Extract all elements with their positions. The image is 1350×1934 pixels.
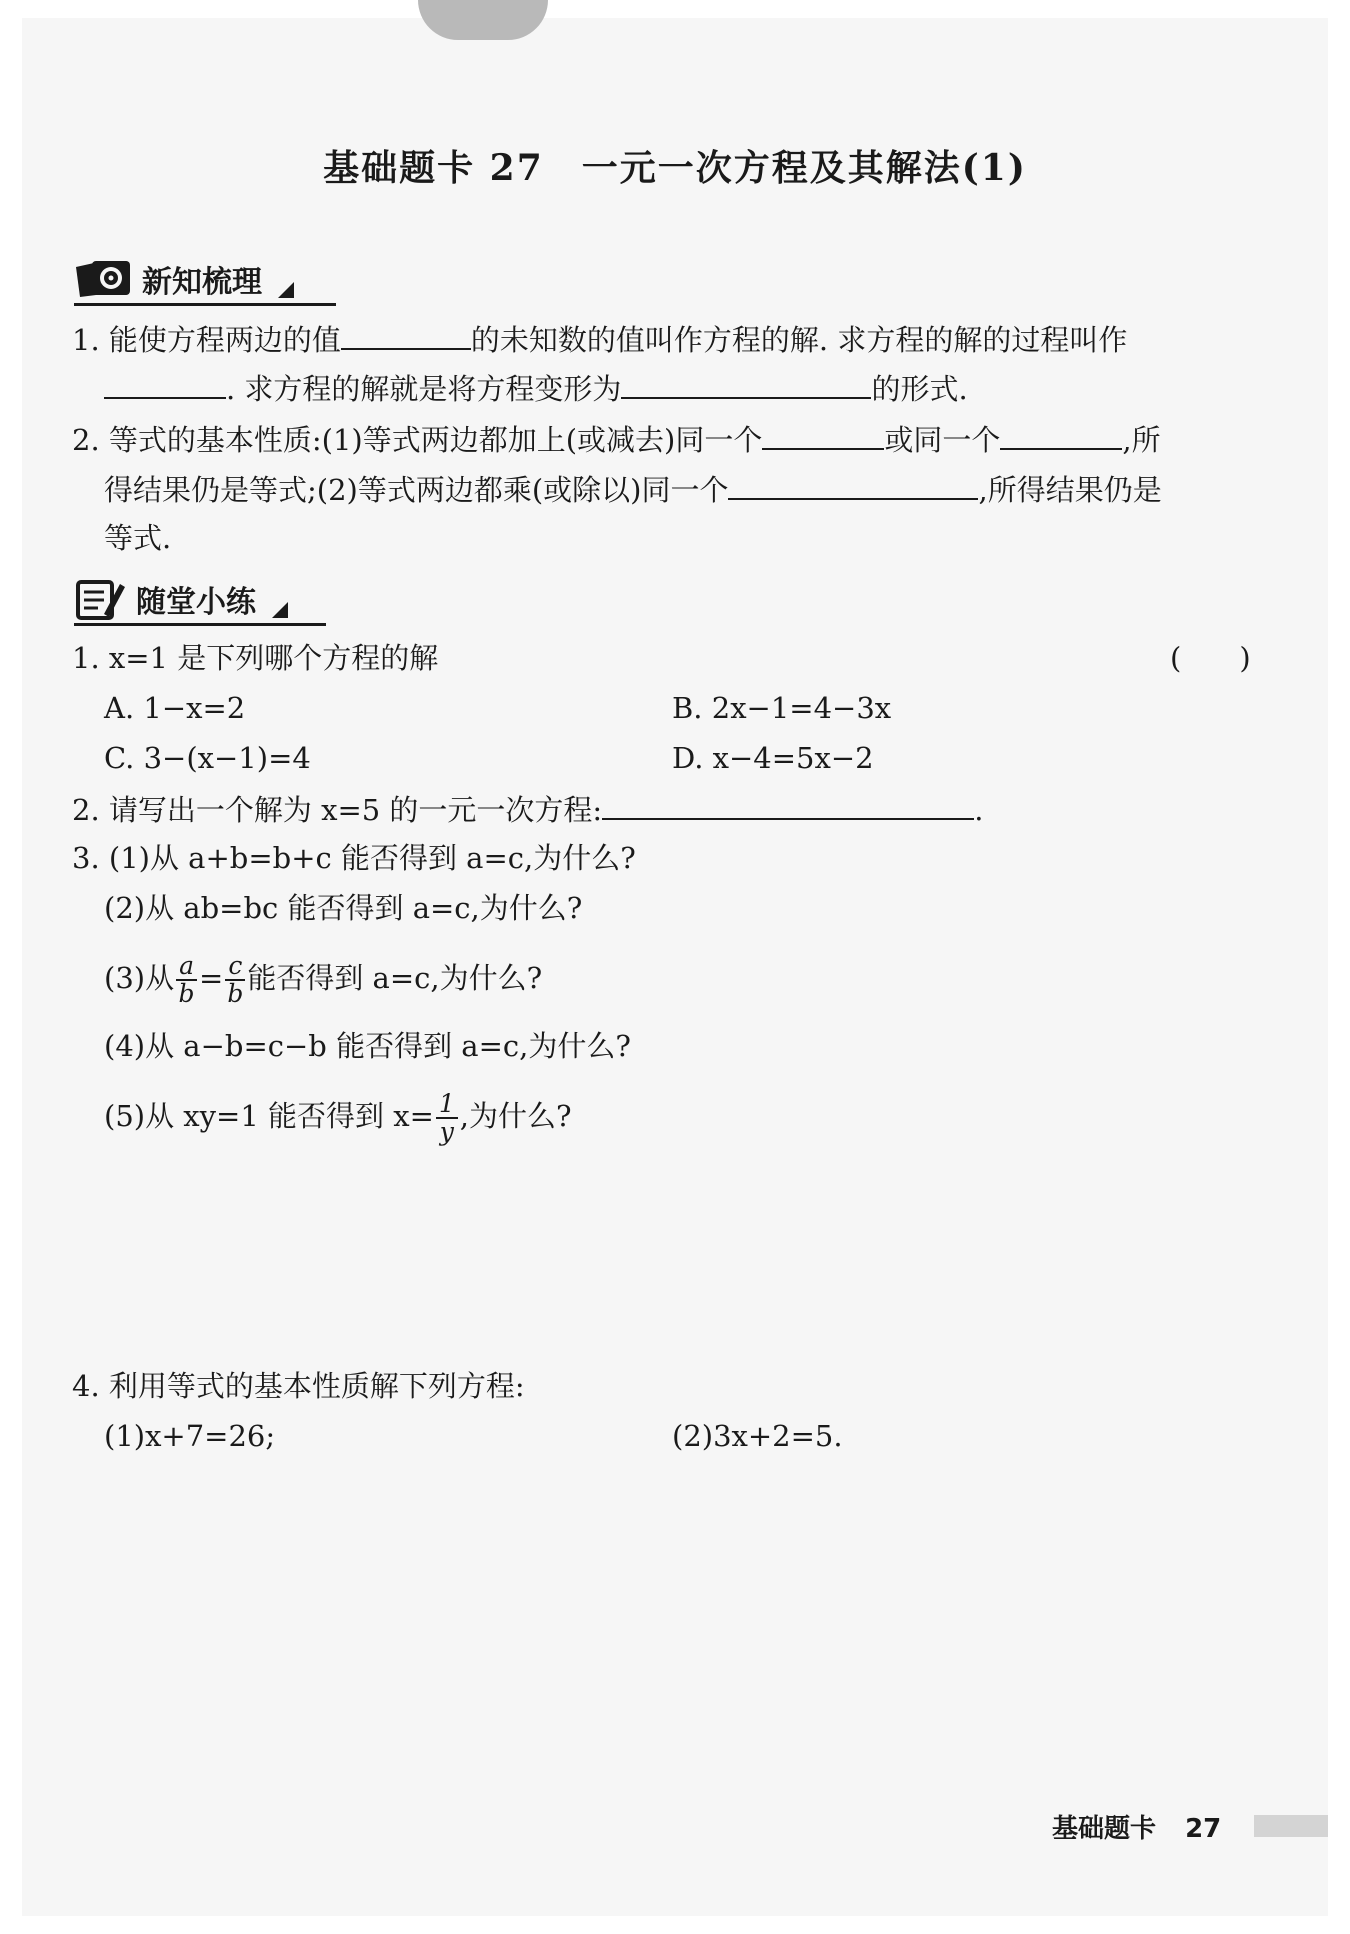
fraction: $\frac{c}{b}$ xyxy=(227,951,244,1008)
practice-q2: 2. 请写出一个解为 x=5 的一元一次方程: . xyxy=(72,788,983,830)
practice-q4-1: (1)x+7=26; xyxy=(104,1419,276,1453)
option-c[interactable]: C. 3−(x−1)=4 xyxy=(104,741,311,775)
option-b[interactable]: B. 2x−1=4−3x xyxy=(672,691,892,725)
option-a[interactable]: A. 1−x=2 xyxy=(104,691,246,725)
fraction: $\frac{1}{y}$ xyxy=(436,1091,458,1145)
option-d[interactable]: D. x−4=5x−2 xyxy=(672,741,874,775)
page-number: 27 xyxy=(1185,1814,1222,1844)
section-header-new-knowledge xyxy=(74,252,334,306)
knowledge-q1-line1: 1. 能使方程两边的值 的未知数的值叫作方程的解. 求方程的解的过程叫作 xyxy=(72,318,1127,360)
fill-blank[interactable] xyxy=(341,318,471,350)
practice-q3-4: (4)从 a−b=c−b 能否得到 a=c,为什么? xyxy=(104,1029,631,1063)
section-underline xyxy=(74,303,336,306)
practice-q3-5: (5)从 xy=1 能否得到 x= $\frac{1}{y}$ ,为什么? xyxy=(104,1089,572,1146)
page-top-mark xyxy=(418,0,548,40)
fill-blank[interactable] xyxy=(1000,418,1122,450)
fill-blank[interactable] xyxy=(728,468,978,500)
section-underline xyxy=(74,623,326,626)
section-title: 随堂小练 xyxy=(136,585,256,620)
corner-triangle-icon xyxy=(272,602,288,618)
camera-icon xyxy=(74,257,132,301)
footer-label: 基础题卡 xyxy=(1052,1814,1157,1844)
fill-blank[interactable] xyxy=(762,418,884,450)
practice-q3-2: (2)从 ab=bc 能否得到 a=c,为什么? xyxy=(104,891,583,925)
footer-bar xyxy=(1254,1815,1328,1837)
knowledge-q2-line1: 2. 等式的基本性质:(1)等式两边都加上(或减去)同一个 或同一个 ,所 xyxy=(72,418,1161,460)
practice-q3-1: 3. (1)从 a+b=b+c 能否得到 a=c,为什么? xyxy=(72,841,636,875)
knowledge-q2-line3: 等式. xyxy=(104,521,172,555)
practice-q1-stem: 1. x=1 是下列哪个方程的解 xyxy=(72,641,439,675)
knowledge-q2-line2: 得结果仍是等式;(2)等式两边都乘(或除以)同一个 ,所得结果仍是 xyxy=(104,468,1162,510)
practice-q4-2: (2)3x+2=5. xyxy=(672,1419,843,1453)
practice-q4: 4. 利用等式的基本性质解下列方程: xyxy=(72,1369,525,1403)
notebook-pencil-icon xyxy=(74,576,126,622)
fraction: $\frac{a}{b}$ xyxy=(176,953,197,1007)
section-title: 新知梳理 xyxy=(142,265,262,300)
fill-blank[interactable] xyxy=(602,788,974,820)
answer-parentheses[interactable]: ( ) xyxy=(1170,641,1251,675)
section-header-practice xyxy=(74,572,324,626)
knowledge-q1-line2: . 求方程的解就是将方程变形为 的形式. xyxy=(104,367,968,409)
page-title: 基础题卡 27 一元一次方程及其解法(1) xyxy=(323,147,1027,189)
corner-triangle-icon xyxy=(278,282,294,298)
page-footer xyxy=(1052,1808,1221,1845)
practice-q3-3: (3)从 $\frac{a}{b}$ = $\frac{c}{b}$ 能否得到 a=c,为什么? xyxy=(104,951,543,1008)
fill-blank[interactable] xyxy=(621,367,871,399)
fill-blank[interactable] xyxy=(104,367,226,399)
